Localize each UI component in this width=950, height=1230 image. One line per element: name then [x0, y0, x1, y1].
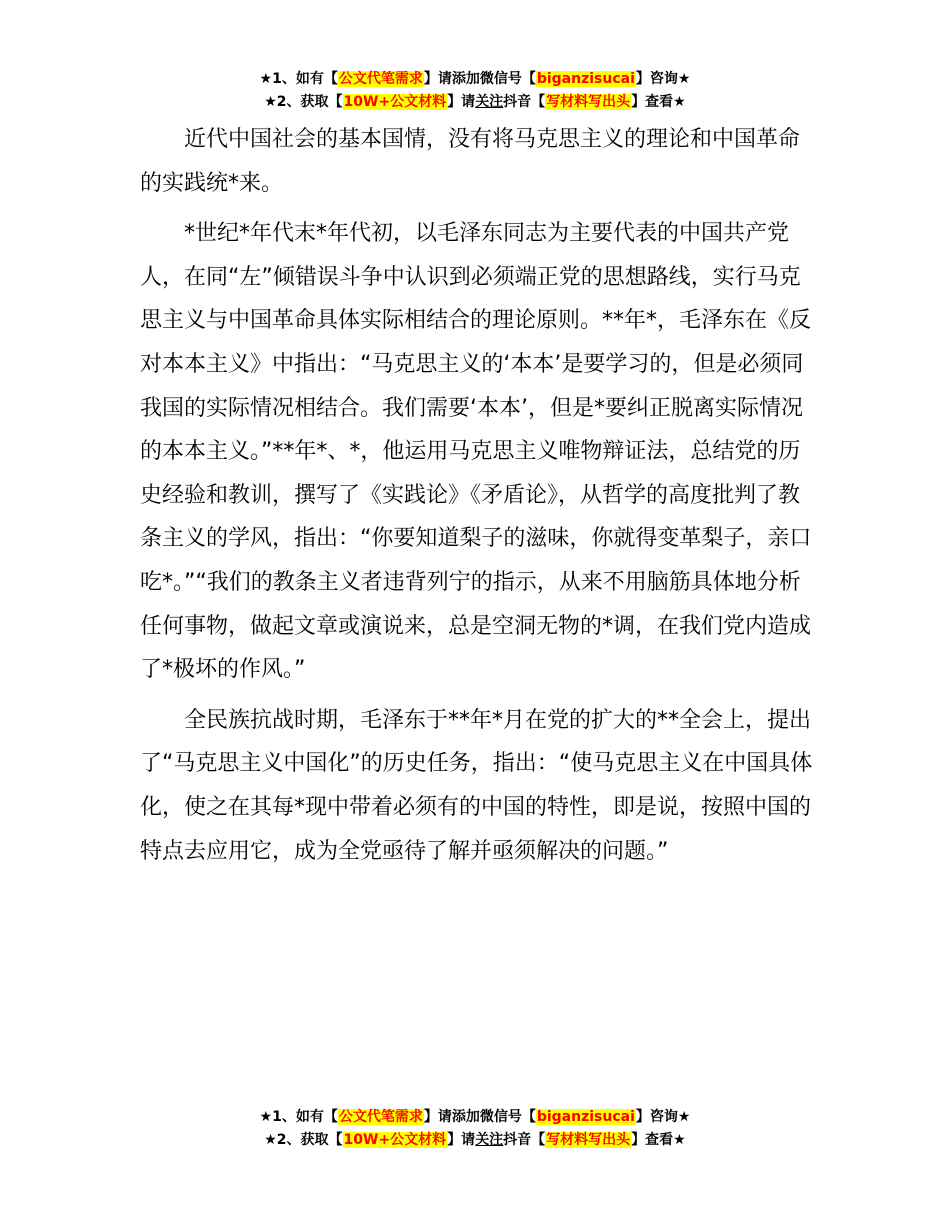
promo-text: 】请添加微信号【: [423, 1109, 536, 1125]
promo-underlined-follow: 关注: [475, 94, 504, 110]
promo-text: ★1、如有【: [259, 71, 338, 87]
promo-highlight-account: 写材料写出头: [546, 1132, 631, 1148]
promo-text: 】查看★: [631, 1132, 686, 1148]
paragraph-2: *世纪*年代末*年代初，以毛泽东同志为主要代表的中国共产党人，在同“左”倾错误斗争中认识到必须端正党的思想路线，实行马克思主义与中国革命具体实际相结合的理论原则。**年*，毛泽东在《反对本本主义》中指出：“马克思主义的‘本本’是要学习的，但是必须同我国的实际情况相结合。我们需要‘本本’，但是*要纠正脱离实际情况的本本主义。”**年*、*，他运用马克思主义唯物辩证法，总结党的历史经验和教训，撰写了《实践论》《矛盾论》，从哲学的高度批判了教条主义的学风，指出：“你要知道梨子的滋味，你就得变革梨子，亲口吃*。”“我们的教条主义者违背列宁的指示，从来不用脑筋具体地分析任何事物，做起文章或演说来，总是空洞无物的*调，在我们党内造成了*极坏的作风。”: [140, 221, 812, 683]
promo-text: 抖音【: [503, 1132, 546, 1148]
promo-line-2: [0, 91, 950, 114]
promo-text: 】查看★: [631, 94, 686, 110]
document-body: [140, 118, 815, 880]
header-promo-banner: [0, 68, 950, 114]
promo-highlight-wechat-id: biganzisucai: [536, 1109, 635, 1125]
promo-highlight-materials: 10W+公文材料: [343, 94, 447, 110]
promo-text: 抖音【: [503, 94, 546, 110]
promo-line-1: [0, 1106, 950, 1129]
promo-text: 】咨询★: [635, 71, 691, 87]
promo-text: ★1、如有【: [259, 1109, 338, 1125]
promo-highlight-materials: 10W+公文材料: [343, 1132, 447, 1148]
promo-text: 】请添加微信号【: [423, 71, 536, 87]
promo-highlight-wechat-id: biganzisucai: [536, 71, 635, 87]
footer-promo-banner: [0, 1106, 950, 1152]
promo-text: 】咨询★: [635, 1109, 691, 1125]
promo-line-1: [0, 68, 950, 91]
promo-highlight-account: 写材料写出头: [546, 94, 631, 110]
promo-line-2: [0, 1129, 950, 1152]
promo-underlined-follow: 关注: [475, 1132, 504, 1148]
promo-text: ★2、获取【: [264, 1132, 343, 1148]
promo-text: 】请: [447, 94, 476, 110]
promo-text: 】请: [447, 1132, 476, 1148]
promo-highlight-service: 公文代笔需求: [338, 71, 423, 87]
promo-text: ★2、获取【: [264, 94, 343, 110]
paragraph-3: 全民族抗战时期，毛泽东于**年*月在党的扩大的**全会上，提出了“马克思主义中国化”的历史任务，指出：“使马克思主义在中国具体化，使之在其每*现中带着必须有的中国的特性，即是说，按照中国的特点去应用它，成为全党亟待了解并亟须解决的问题。”: [140, 707, 813, 864]
paragraph-1: 近代中国社会的基本国情，没有将马克思主义的理论和中国革命的实践统*来。: [140, 127, 801, 196]
promo-highlight-service: 公文代笔需求: [338, 1109, 423, 1125]
